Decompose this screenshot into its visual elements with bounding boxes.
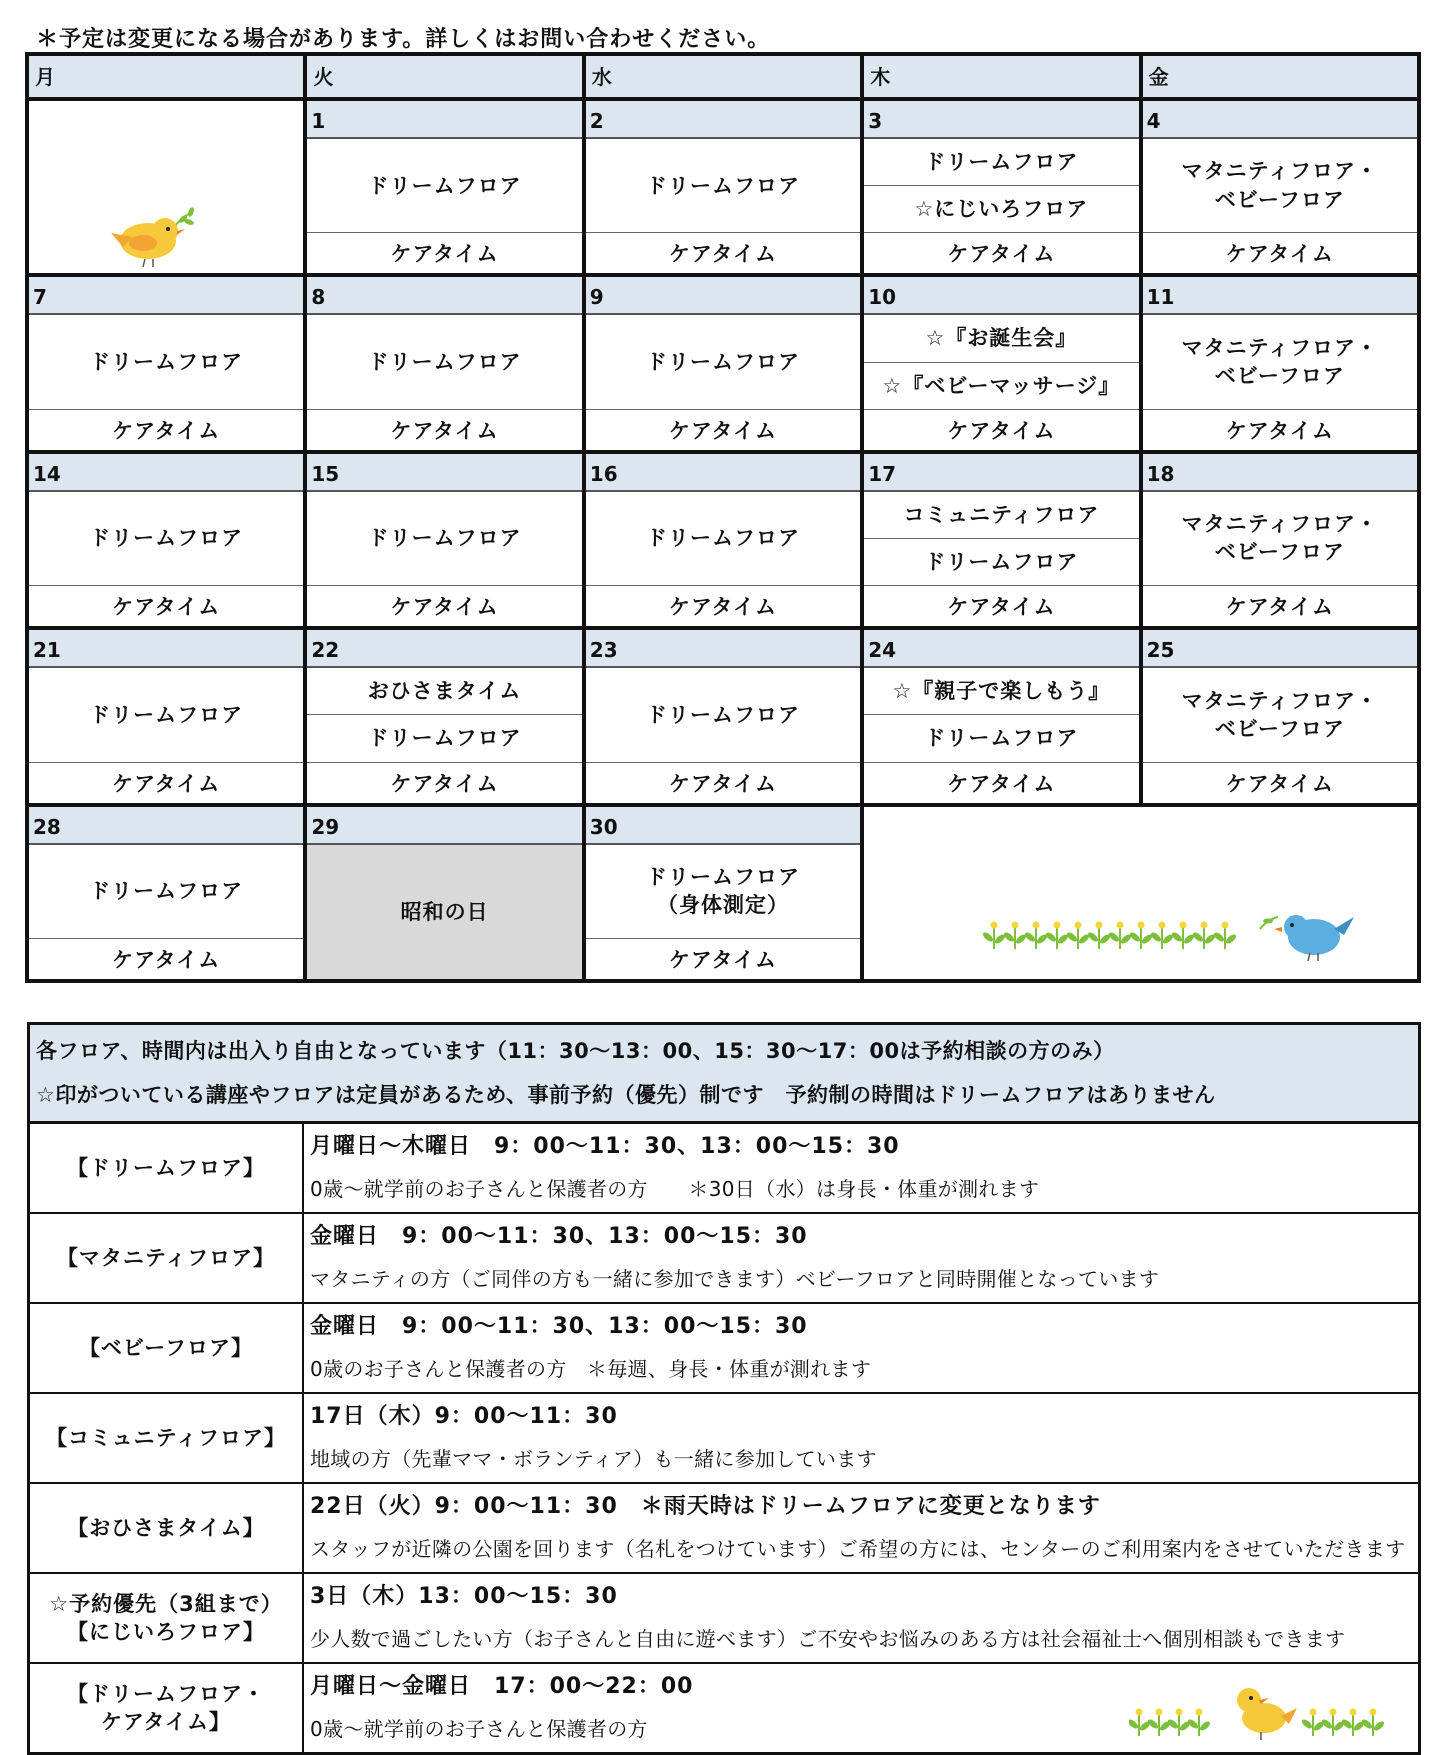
info-header-line: ☆印がついている講座やフロアは定員があるため、事前予約（優先）制です 予約制の時間はドリームフロアはありません xyxy=(36,1083,1216,1107)
floor-details xyxy=(304,1304,1418,1392)
calendar-event: ☆『お誕生会』 xyxy=(925,326,1078,351)
calendar-event: ☆『親子で楽しもう』 xyxy=(892,679,1111,704)
calendar-day xyxy=(586,277,860,449)
care-time-label: ケアタイム xyxy=(586,762,860,803)
day-number: 23 xyxy=(586,630,860,668)
calendar-event: ドリームフロア xyxy=(645,173,800,198)
calendar-event: ドリームフロア xyxy=(367,173,522,198)
day-number: 30 xyxy=(586,807,860,845)
floor-description: 0歳～就学前のお子さんと保護者の方 xyxy=(310,1717,648,1741)
calendar-day xyxy=(29,630,303,802)
calendar-event: ドリームフロア xyxy=(864,714,1138,761)
care-time-label: ケアタイム xyxy=(1143,762,1417,803)
calendar-event: ドリームフロア xyxy=(924,149,1079,174)
calendar-event: マタニティフロア・ ベビーフロア xyxy=(1181,688,1378,741)
floor-details xyxy=(304,1484,1418,1572)
care-time-label: ケアタイム xyxy=(586,585,860,626)
day-number: 17 xyxy=(864,454,1138,492)
care-time-label: ケアタイム xyxy=(864,585,1138,626)
info-row xyxy=(30,1482,1418,1572)
floor-details xyxy=(304,1574,1418,1662)
floor-name: 【おひさまタイム】 xyxy=(30,1484,304,1572)
care-time-label: ケアタイム xyxy=(307,409,581,450)
care-time-label: ケアタイム xyxy=(1143,585,1417,626)
care-time-label: ケアタイム xyxy=(307,762,581,803)
calendar-event: ドリームフロア xyxy=(645,702,800,727)
calendar-event: マタニティフロア・ ベビーフロア xyxy=(1181,335,1378,389)
calendar-day xyxy=(586,630,860,802)
floor-details xyxy=(304,1394,1418,1482)
care-time-label: ケアタイム xyxy=(586,938,860,979)
floor-name: 【マタニティフロア】 xyxy=(30,1214,304,1302)
floor-name: 【ドリームフロア】 xyxy=(30,1124,304,1212)
info-row xyxy=(30,1212,1418,1302)
care-time-label: ケアタイム xyxy=(586,409,860,450)
calendar-day xyxy=(1143,454,1417,626)
calendar-event: マタニティフロア・ ベビーフロア xyxy=(1181,159,1378,212)
info-header xyxy=(30,1025,1418,1124)
weekday-header: 木 xyxy=(864,56,1138,97)
calendar-day xyxy=(1143,630,1417,802)
calendar-event: ドリームフロア xyxy=(307,714,581,761)
day-number: 10 xyxy=(864,277,1138,315)
floor-schedule: 17日（木）9：00～11：30 xyxy=(310,1404,618,1429)
weekday-header: 火 xyxy=(307,56,581,97)
info-row xyxy=(30,1392,1418,1482)
calendar-day xyxy=(1143,101,1417,273)
calendar-day xyxy=(864,630,1138,802)
floor-name: 【ベビーフロア】 xyxy=(30,1304,304,1392)
day-number: 9 xyxy=(586,277,860,315)
day-number: 1 xyxy=(307,101,581,139)
calendar-event: ドリームフロア xyxy=(367,349,522,374)
floor-schedule: 金曜日 9：00～11：30、13：00～15：30 xyxy=(310,1224,808,1249)
calendar-event: コミュニティフロア xyxy=(903,502,1100,527)
calendar-event: ドリームフロア xyxy=(89,879,244,904)
floor-description: 0歳～就学前のお子さんと保護者の方 ＊30日（水）は身長・体重が測れます xyxy=(310,1177,1040,1201)
flowers-and-yellow-bird-icon xyxy=(1129,1672,1399,1748)
floor-schedule: 金曜日 9：00～11：30、13：00～15：30 xyxy=(310,1314,808,1339)
calendar-event: マタニティフロア・ ベビーフロア xyxy=(1181,512,1378,565)
day-number: 28 xyxy=(29,807,303,845)
day-number: 18 xyxy=(1143,454,1417,492)
care-time-label: ケアタイム xyxy=(307,585,581,626)
care-time-label: ケアタイム xyxy=(586,232,860,273)
floor-name: ☆予約優先（3組まで） 【にじいろフロア】 xyxy=(30,1574,304,1662)
day-number: 14 xyxy=(29,454,303,492)
calendar-event: ドリームフロア xyxy=(89,702,244,727)
care-time-label: ケアタイム xyxy=(29,585,303,626)
calendar-day xyxy=(864,101,1138,273)
info-header-line: 各フロア、時間内は出入り自由となっています（11：30～13：00、15：30～17：00は予約相談の方のみ） xyxy=(36,1039,1115,1063)
weekday-header: 金 xyxy=(1143,56,1417,97)
schedule-change-notice: ＊予定は変更になる場合があります。詳しくはお問い合わせください。 xyxy=(36,27,771,52)
floor-schedule: 月曜日～木曜日 9：00～11：30、13：00～15：30 xyxy=(310,1134,900,1159)
care-time-label: ケアタイム xyxy=(1143,232,1417,273)
calendar-event: ドリームフロア xyxy=(645,526,800,551)
care-time-label: ケアタイム xyxy=(29,762,303,803)
care-time-label: ケアタイム xyxy=(864,762,1138,803)
calendar-day xyxy=(29,277,303,449)
calendar-day xyxy=(29,101,303,273)
calendar-day xyxy=(29,454,303,626)
day-number: 7 xyxy=(29,277,303,315)
calendar-event: ドリームフロア xyxy=(864,538,1138,585)
day-number: 8 xyxy=(307,277,581,315)
calendar-day xyxy=(29,807,303,979)
care-time-label: ケアタイム xyxy=(864,232,1138,273)
weekday-header: 水 xyxy=(586,56,860,97)
calendar-day xyxy=(864,277,1138,449)
calendar-event: ドリームフロア xyxy=(89,526,244,551)
calendar-event: ドリームフロア xyxy=(89,349,244,374)
day-number: 21 xyxy=(29,630,303,668)
calendar-event: ☆『ベビーマッサージ』 xyxy=(864,362,1138,409)
monthly-calendar xyxy=(25,52,1421,983)
weekday-header: 月 xyxy=(29,56,303,97)
care-time-label: ケアタイム xyxy=(1143,409,1417,450)
care-time-label: ケアタイム xyxy=(29,409,303,450)
care-time-label: ケアタイム xyxy=(29,938,303,979)
day-number: 3 xyxy=(864,101,1138,139)
care-time-label: ケアタイム xyxy=(864,409,1138,450)
floor-info-table xyxy=(27,1022,1421,1755)
holiday-label: 昭和の日 xyxy=(307,845,581,979)
info-row xyxy=(30,1302,1418,1392)
calendar-event: ☆にじいろフロア xyxy=(864,185,1138,232)
care-time-label: ケアタイム xyxy=(307,232,581,273)
calendar-day xyxy=(586,454,860,626)
floor-description: 0歳のお子さんと保護者の方 ＊毎週、身長・体重が測れます xyxy=(310,1357,872,1381)
info-row xyxy=(30,1572,1418,1662)
day-number: 15 xyxy=(307,454,581,492)
calendar-day xyxy=(307,630,581,802)
day-number: 2 xyxy=(586,101,860,139)
decoration-cell xyxy=(864,807,1417,979)
calendar-day xyxy=(586,807,860,979)
calendar-day xyxy=(1143,277,1417,449)
calendar-event: おひさまタイム xyxy=(367,679,522,704)
calendar-event: ドリームフロア xyxy=(645,349,800,374)
floor-details xyxy=(304,1214,1418,1302)
floor-description: スタッフが近隣の公園を回ります（名札をつけています）ご希望の方には、センターのご利用案内をさせていただきます xyxy=(310,1537,1406,1561)
day-number: 11 xyxy=(1143,277,1417,315)
floor-description: 少人数で過ごしたい方（お子さんと自由に遊べます）ご不安やお悩みのある方は社会福祉士へ個別相談もできます xyxy=(310,1627,1346,1651)
info-row xyxy=(30,1124,1418,1212)
floor-description: マタニティの方（ご同伴の方も一緒に参加できます）ベビーフロアと同時開催となっています xyxy=(310,1267,1160,1291)
yellow-bird-icon xyxy=(103,207,203,269)
flowers-and-blue-bird-icon xyxy=(982,897,1382,977)
floor-description: 地域の方（先輩ママ・ボランティア）も一緒に参加しています xyxy=(310,1447,877,1471)
calendar-day xyxy=(307,454,581,626)
floor-name: 【ドリームフロア・ ケアタイム】 xyxy=(30,1664,304,1752)
calendar-day xyxy=(307,277,581,449)
calendar-day xyxy=(864,454,1138,626)
calendar-day xyxy=(307,101,581,273)
floor-schedule: 22日（火）9：00～11：30 ＊雨天時はドリームフロアに変更となります xyxy=(310,1494,1101,1519)
day-number: 29 xyxy=(307,807,581,845)
day-number: 16 xyxy=(586,454,860,492)
floor-details xyxy=(304,1124,1418,1212)
day-number: 25 xyxy=(1143,630,1417,668)
floor-schedule: 3日（木）13：00～15：30 xyxy=(310,1584,618,1609)
floor-name: 【コミュニティフロア】 xyxy=(30,1394,304,1482)
calendar-day xyxy=(307,807,581,979)
calendar-event: ドリームフロア （身体測定） xyxy=(645,864,800,918)
info-row xyxy=(30,1662,1418,1752)
calendar-event: ドリームフロア xyxy=(367,526,522,551)
day-number: 22 xyxy=(307,630,581,668)
floor-schedule: 月曜日～金曜日 17：00～22：00 xyxy=(310,1674,694,1699)
day-number: 24 xyxy=(864,630,1138,668)
calendar-day xyxy=(586,101,860,273)
day-number: 4 xyxy=(1143,101,1417,139)
floor-details xyxy=(304,1664,1418,1752)
